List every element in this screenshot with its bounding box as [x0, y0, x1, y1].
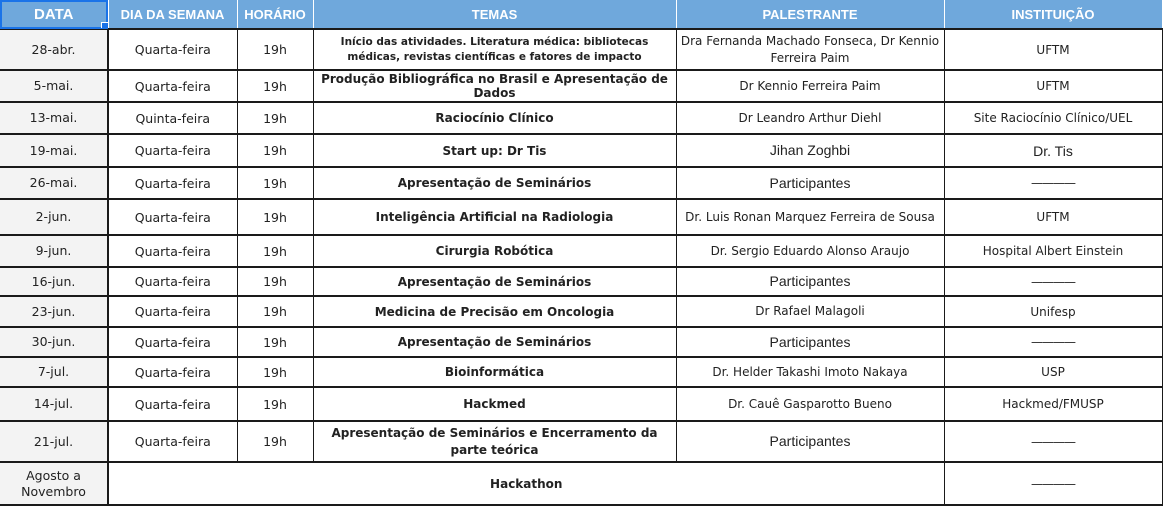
cell-tema[interactable]: Start up: Dr Tis: [313, 134, 676, 167]
cell-dia[interactable]: Quarta-feira: [108, 134, 237, 167]
cell-data[interactable]: 9-jun.: [0, 235, 108, 267]
cell-palestrante[interactable]: Dr. Helder Takashi Imoto Nakaya: [676, 357, 944, 387]
cell-tema[interactable]: Bioinformática: [313, 357, 676, 387]
header-instituicao[interactable]: INSTITUIÇÃO: [944, 0, 1162, 29]
cell-instituicao[interactable]: ————: [944, 327, 1162, 357]
cell-dia[interactable]: Quarta-feira: [108, 421, 237, 462]
cell-tema[interactable]: Produção Bibliográfica no Brasil e Apresentação de Dados: [313, 70, 676, 102]
table-row: [0, 199, 1162, 235]
cell-dia[interactable]: Quarta-feira: [108, 267, 237, 296]
table-row: [0, 102, 1162, 134]
cell-palestrante[interactable]: Participantes: [676, 167, 944, 199]
cell-data[interactable]: 19-mai.: [0, 134, 108, 167]
cell-dia[interactable]: Quinta-feira: [108, 102, 237, 134]
cell-dia[interactable]: Quarta-feira: [108, 327, 237, 357]
cell-tema[interactable]: Raciocínio Clínico: [313, 102, 676, 134]
table-row: [0, 421, 1162, 462]
cell-dia[interactable]: Quarta-feira: [108, 199, 237, 235]
table-row: [0, 267, 1162, 296]
cell-horario[interactable]: 19h: [237, 235, 313, 267]
cell-dia[interactable]: Quarta-feira: [108, 70, 237, 102]
cell-data[interactable]: 16-jun.: [0, 267, 108, 296]
cell-palestrante[interactable]: Dr. Cauê Gasparotto Bueno: [676, 387, 944, 421]
cell-tema[interactable]: Apresentação de Seminários: [313, 267, 676, 296]
header-data[interactable]: [0, 0, 108, 29]
table-row: [0, 70, 1162, 102]
cell-dia[interactable]: Quarta-feira: [108, 29, 237, 70]
cell-instituicao[interactable]: ————: [944, 167, 1162, 199]
cell-tema[interactable]: Hackmed: [313, 387, 676, 421]
selection-handle[interactable]: [101, 22, 109, 29]
table-row: [0, 235, 1162, 267]
header-dia[interactable]: DIA DA SEMANA: [108, 0, 237, 29]
cell-horario[interactable]: 19h: [237, 199, 313, 235]
cell-data[interactable]: 23-jun.: [0, 296, 108, 327]
header-row: [0, 0, 1162, 29]
table-row: [0, 357, 1162, 387]
cell-horario[interactable]: 19h: [237, 421, 313, 462]
cell-dia[interactable]: Quarta-feira: [108, 167, 237, 199]
cell-dia[interactable]: Quarta-feira: [108, 296, 237, 327]
cell-data[interactable]: 28-abr.: [0, 29, 108, 70]
cell-palestrante[interactable]: Dr Kennio Ferreira Paim: [676, 70, 944, 102]
cell-tema[interactable]: Inteligência Artificial na Radiologia: [313, 199, 676, 235]
cell-instituicao[interactable]: ————: [944, 462, 1162, 505]
cell-dia[interactable]: Quarta-feira: [108, 235, 237, 267]
cell-horario[interactable]: 19h: [237, 267, 313, 296]
cell-tema[interactable]: Cirurgia Robótica: [313, 235, 676, 267]
table-row: [0, 327, 1162, 357]
cell-instituicao[interactable]: UFTM: [944, 29, 1162, 70]
table-row: [0, 134, 1162, 167]
table-row: [0, 167, 1162, 199]
cell-dia[interactable]: Quarta-feira: [108, 387, 237, 421]
cell-instituicao[interactable]: ————: [944, 267, 1162, 296]
cell-data[interactable]: 5-mai.: [0, 70, 108, 102]
cell-horario[interactable]: 19h: [237, 357, 313, 387]
cell-data[interactable]: 30-jun.: [0, 327, 108, 357]
cell-horario[interactable]: 19h: [237, 167, 313, 199]
cell-instituicao[interactable]: Hackmed/FMUSP: [944, 387, 1162, 421]
cell-palestrante[interactable]: Dr Rafael Malagoli: [676, 296, 944, 327]
cell-horario[interactable]: 19h: [237, 29, 313, 70]
cell-data[interactable]: Agosto a Novembro: [0, 462, 108, 505]
header-temas[interactable]: TEMAS: [313, 0, 676, 29]
table-row: [0, 462, 1162, 505]
cell-horario[interactable]: 19h: [237, 70, 313, 102]
cell-data[interactable]: 13-mai.: [0, 102, 108, 134]
cell-instituicao[interactable]: UFTM: [944, 70, 1162, 102]
cell-dia[interactable]: Quarta-feira: [108, 357, 237, 387]
cell-horario[interactable]: 19h: [237, 102, 313, 134]
cell-tema[interactable]: Apresentação de Seminários: [313, 167, 676, 199]
cell-instituicao[interactable]: UFTM: [944, 199, 1162, 235]
cell-instituicao[interactable]: ————: [944, 421, 1162, 462]
cell-horario[interactable]: 19h: [237, 387, 313, 421]
cell-tema[interactable]: Apresentação de Seminários: [313, 327, 676, 357]
cell-data[interactable]: 21-jul.: [0, 421, 108, 462]
cell-palestrante[interactable]: Participantes: [676, 327, 944, 357]
cell-data[interactable]: 7-jul.: [0, 357, 108, 387]
cell-palestrante[interactable]: Jihan Zoghbi: [676, 134, 944, 167]
cell-palestrante[interactable]: Participantes: [676, 421, 944, 462]
cell-palestrante[interactable]: Dra Fernanda Machado Fonseca, Dr Kennio Ferreira Paim: [676, 29, 944, 70]
header-horario[interactable]: HORÁRIO: [237, 0, 313, 29]
table-row: [0, 296, 1162, 327]
cell-tema[interactable]: Apresentação de Seminários e Encerramento da parte teórica: [313, 421, 676, 462]
table-row: [0, 387, 1162, 421]
cell-palestrante[interactable]: Participantes: [676, 267, 944, 296]
cell-instituicao[interactable]: Site Raciocínio Clínico/UEL: [944, 102, 1162, 134]
cell-horario[interactable]: 19h: [237, 134, 313, 167]
cell-data[interactable]: 14-jul.: [0, 387, 108, 421]
header-data-label: DATA: [34, 5, 74, 23]
table-row: [0, 29, 1162, 70]
cell-horario[interactable]: 19h: [237, 296, 313, 327]
cell-palestrante[interactable]: Dr. Luis Ronan Marquez Ferreira de Sousa: [676, 199, 944, 235]
cell-horario[interactable]: 19h: [237, 327, 313, 357]
cell-palestrante[interactable]: Dr. Sergio Eduardo Alonso Araujo: [676, 235, 944, 267]
cell-instituicao[interactable]: Dr. Tis: [944, 134, 1162, 167]
cell-instituicao[interactable]: USP: [944, 357, 1162, 387]
cell-data[interactable]: 26-mai.: [0, 167, 108, 199]
cell-palestrante[interactable]: Dr Leandro Arthur Diehl: [676, 102, 944, 134]
cell-tema[interactable]: Medicina de Precisão em Oncologia: [313, 296, 676, 327]
header-palestrante[interactable]: PALESTRANTE: [676, 0, 944, 29]
cell-instituicao[interactable]: Unifesp: [944, 296, 1162, 327]
cell-data[interactable]: 2-jun.: [0, 199, 108, 235]
cell-tema-merged[interactable]: Hackathon: [108, 462, 944, 505]
cell-tema[interactable]: Início das atividades. Literatura médica: bibliotecas médicas, revistas científicas e fatores de impacto: [313, 29, 676, 70]
cell-instituicao[interactable]: Hospital Albert Einstein: [944, 235, 1162, 267]
